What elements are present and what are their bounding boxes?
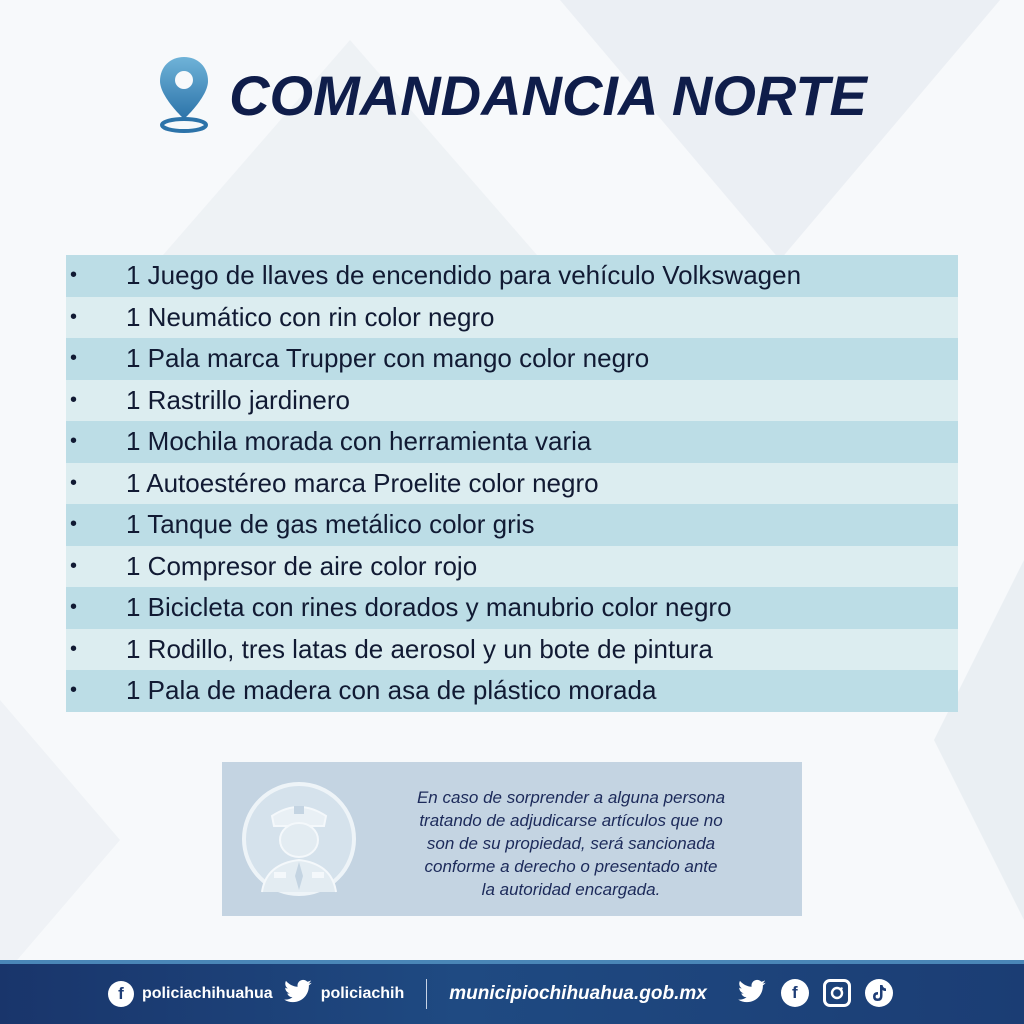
list-item [66,255,958,297]
tiktok-icon[interactable] [865,979,893,1007]
list-item [66,504,958,546]
notice-line: tratando de adjudicarse artículos que no [419,811,723,830]
list-item-text: 1 Rastrillo jardinero [126,384,350,415]
facebook-icon: f [108,981,134,1007]
footer [0,964,1024,1024]
notice-line: la autoridad encargada. [481,880,661,899]
list-item-text: 1 Mochila morada con herramienta varia [126,426,592,457]
notice-box [222,762,802,916]
list-item [66,587,958,629]
police-officer-icon [240,780,358,898]
facebook-handle: policiachihuahua [142,985,273,1002]
social-icons [737,979,893,1010]
twitter-link[interactable] [283,979,405,1010]
list-item [66,297,958,339]
page-header [0,50,1024,140]
footer-divider [426,979,427,1009]
list-item [66,546,958,588]
notice-line: son de su propiedad, será sancionada [426,834,716,853]
notice-text [360,786,782,901]
bullet: • [70,513,78,536]
bullet: • [70,388,78,411]
list-item-text: 1 Pala marca Trupper con mango color negro [126,343,650,374]
bullet: • [70,637,78,660]
bullet: • [70,305,78,328]
bullet: • [70,430,78,453]
list-item-text: 1 Compresor de aire color rojo [126,550,478,581]
list-item [66,338,958,380]
twitter-icon[interactable] [737,979,767,1010]
list-item-text: 1 Juego de llaves de encendido para vehículo Volkswagen [126,260,802,291]
bullet: • [70,347,78,370]
bullet: • [70,471,78,494]
bullet: • [70,554,78,577]
notice-line: En caso de sorprender a alguna persona [416,788,726,807]
list-item-text: 1 Bicicleta con rines dorados y manubrio color negro [126,592,732,623]
list-item-text: 1 Rodillo, tres latas de aerosol y un bote de pintura [126,633,713,664]
list-item [66,670,958,712]
notice-line: conforme a derecho o presentado ante [424,857,718,876]
list-item-text: 1 Autoestéreo marca Proelite color negro [126,467,599,498]
list-item [66,629,958,671]
bullet: • [70,679,78,702]
website-link[interactable]: municipiochihuahua.gob.mx [449,983,707,1004]
items-list [66,255,958,712]
location-pin-icon [157,55,211,135]
background-shape [0,700,120,980]
bullet: • [70,264,78,287]
list-item [66,380,958,422]
twitter-handle: policiachih [320,985,405,1002]
list-item [66,463,958,505]
list-item-text: 1 Tanque de gas metálico color gris [126,509,535,540]
list-item-text: 1 Neumático con rin color negro [126,301,495,332]
facebook-link[interactable] [108,981,273,1007]
facebook-icon[interactable]: f [781,979,809,1007]
instagram-icon[interactable] [823,979,851,1007]
page-title: COMANDANCIA NORTE [229,63,867,127]
list-item [66,421,958,463]
list-item-text: 1 Pala de madera con asa de plástico morada [126,675,657,706]
bullet: • [70,596,78,619]
twitter-icon [283,979,313,1010]
